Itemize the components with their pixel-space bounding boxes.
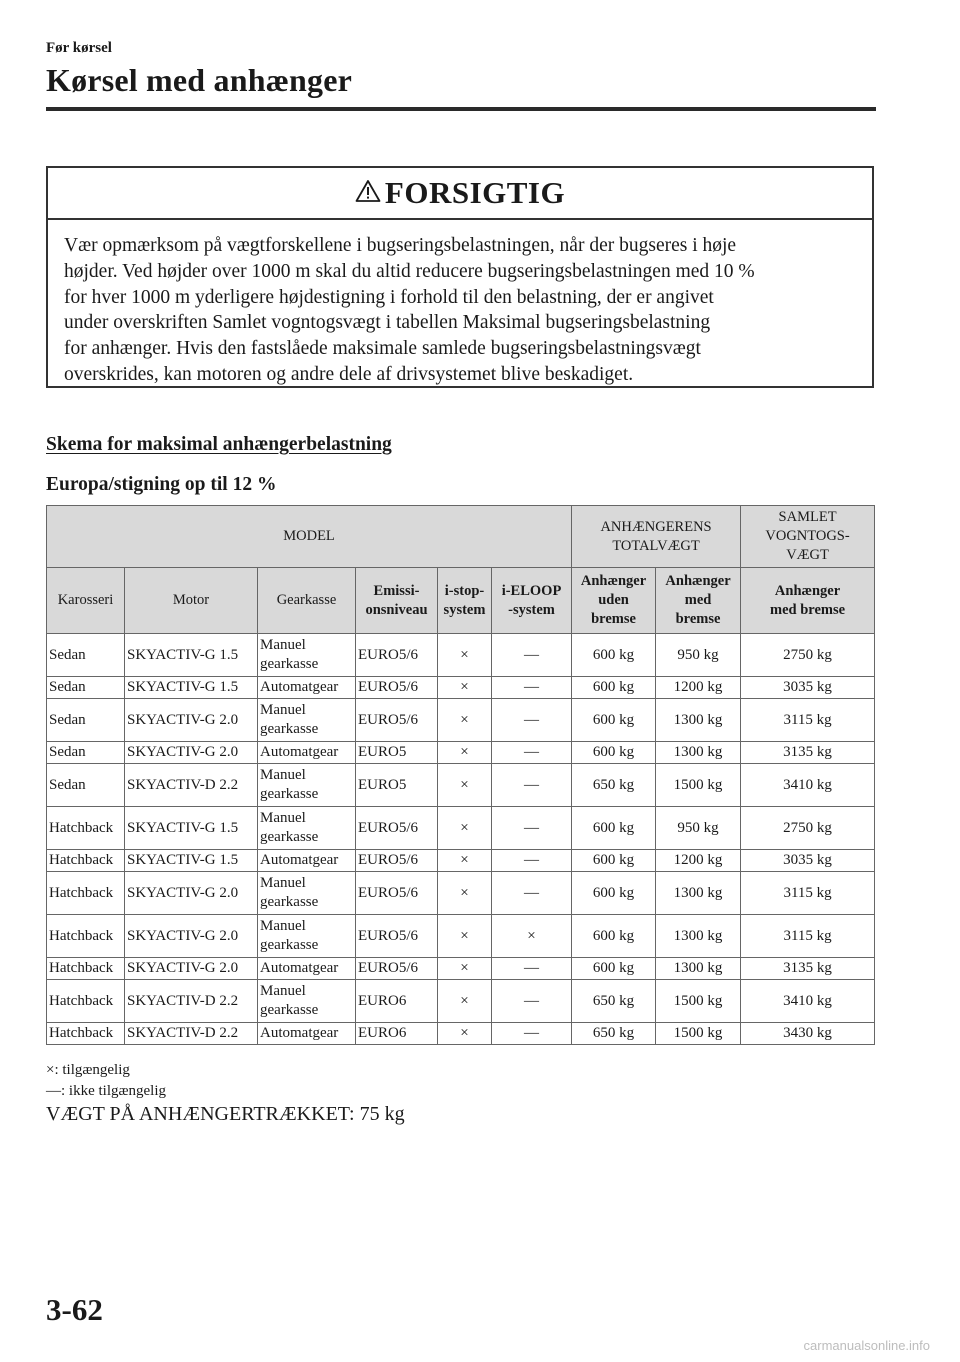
cell-ieloop: — (492, 1023, 572, 1045)
caution-line: Vær opmærksom på vægtforskellene i bugseringsbelastningen, når der bugseres i høje (64, 235, 737, 256)
cell-istop: × (438, 742, 492, 764)
table-row (47, 634, 875, 677)
cell-engine: SKYACTIV-G 1.5 (125, 677, 258, 699)
cell-line: gearkasse (260, 829, 319, 845)
cell-emission: EURO5/6 (356, 677, 438, 699)
cell-emission: EURO6 (356, 980, 438, 1023)
cell-istop: × (438, 764, 492, 807)
cell-line: Automatgear (260, 960, 339, 976)
cell-body: Hatchback (47, 958, 125, 980)
caution-line: højder. Ved højder over 1000 m skal du altid reducere bugseringsbelastningen med 10 % (64, 260, 755, 282)
cell-engine: SKYACTIV-G 2.0 (125, 915, 258, 958)
cell-line: gearkasse (260, 937, 319, 953)
cell-braked: 1500 kg (656, 980, 741, 1023)
cell-gearbox (258, 850, 356, 872)
table-notes (46, 1060, 166, 1102)
table-row (47, 677, 875, 699)
note-unavailable: —: ikke tilgængelig (46, 1083, 166, 1099)
cell-body: Sedan (47, 764, 125, 807)
cell-unbraked: 600 kg (572, 850, 656, 872)
cell-combined: 3115 kg (741, 699, 875, 742)
page-title: Kørsel med anhænger (46, 62, 353, 98)
cell-engine: SKYACTIV-G 2.0 (125, 958, 258, 980)
header-line: SAMLET (778, 509, 837, 525)
caution-line: under overskriften Samlet vogntogsvægt i tabellen Maksimal bugseringsbelastning (64, 312, 711, 334)
cell-unbraked: 600 kg (572, 742, 656, 764)
table-row (47, 742, 875, 764)
cell-unbraked: 600 kg (572, 915, 656, 958)
header-line: med bremse (770, 601, 846, 618)
cell-braked: 1300 kg (656, 699, 741, 742)
cell-combined: 2750 kg (741, 807, 875, 850)
table-row (47, 980, 875, 1023)
cell-line: gearkasse (260, 786, 319, 802)
cell-unbraked: 600 kg (572, 634, 656, 677)
cell-emission: EURO5/6 (356, 699, 438, 742)
cell-braked: 950 kg (656, 807, 741, 850)
cell-unbraked: 600 kg (572, 677, 656, 699)
table-row (47, 958, 875, 980)
section-heading: Skema for maksimal anhængerbelastning (46, 434, 392, 455)
cell-engine: SKYACTIV-G 2.0 (125, 742, 258, 764)
header-line: TOTALVÆGT (612, 537, 700, 554)
section-label: Før kørsel (46, 40, 112, 56)
header-line: bremse (675, 611, 721, 627)
cell-combined: 3035 kg (741, 677, 875, 699)
note-available: ×: tilgængelig (46, 1062, 130, 1078)
col-istop (438, 568, 492, 634)
col-braked (656, 568, 741, 634)
header-line: uden (598, 592, 629, 608)
header-line: -system (508, 601, 555, 618)
cell-istop: × (438, 980, 492, 1023)
cell-line: Manuel (260, 810, 306, 826)
cell-body: Hatchback (47, 872, 125, 915)
cell-braked: 1300 kg (656, 872, 741, 915)
col-unbraked (572, 568, 656, 634)
towing-capacity-table (46, 505, 875, 1045)
cell-gearbox (258, 699, 356, 742)
cell-braked: 1500 kg (656, 1023, 741, 1045)
caution-line: overskrides, kan motoren og andre dele af drivsystemet blive beskadiget. (64, 363, 634, 385)
cell-line: Automatgear (260, 679, 339, 695)
cell-body: Sedan (47, 677, 125, 699)
cell-gearbox (258, 634, 356, 677)
cell-gearbox (258, 677, 356, 699)
header-line: onsniveau (365, 601, 428, 618)
cell-combined: 3410 kg (741, 764, 875, 807)
table-row (47, 764, 875, 807)
cell-combined: 3115 kg (741, 915, 875, 958)
header-line: i-ELOOP (501, 582, 562, 599)
cell-line: Manuel (260, 702, 306, 718)
cell-ieloop: — (492, 958, 572, 980)
cell-line: gearkasse (260, 1002, 319, 1018)
cell-gearbox (258, 980, 356, 1023)
cell-unbraked: 600 kg (572, 807, 656, 850)
cell-body: Hatchback (47, 1023, 125, 1045)
cell-body: Sedan (47, 699, 125, 742)
cell-engine: SKYACTIV-D 2.2 (125, 980, 258, 1023)
cell-engine: SKYACTIV-G 1.5 (125, 850, 258, 872)
col-gearbox: Gearkasse (258, 568, 356, 634)
header-line: Emissi- (373, 582, 420, 599)
cell-line: Automatgear (260, 744, 339, 760)
cell-engine: SKYACTIV-D 2.2 (125, 1023, 258, 1045)
cell-unbraked: 600 kg (572, 699, 656, 742)
cell-ieloop: — (492, 850, 572, 872)
cell-ieloop: — (492, 677, 572, 699)
col-emission (356, 568, 438, 634)
header-line: ANHÆNGERENS (600, 518, 712, 535)
cell-combined: 2750 kg (741, 634, 875, 677)
cell-istop: × (438, 915, 492, 958)
page-number: 3-62 (46, 1292, 103, 1327)
title-rule (46, 107, 876, 111)
header-line: Anhænger (580, 573, 647, 589)
cell-line: Automatgear (260, 852, 339, 868)
cell-emission: EURO5/6 (356, 958, 438, 980)
cell-braked: 1300 kg (656, 958, 741, 980)
cell-istop: × (438, 1023, 492, 1045)
cell-body: Hatchback (47, 807, 125, 850)
warning-triangle-icon (355, 179, 381, 203)
table-body (47, 634, 875, 1045)
header-line: med (684, 592, 712, 608)
cell-braked: 950 kg (656, 634, 741, 677)
cell-line: Manuel (260, 983, 306, 999)
cell-combined: 3135 kg (741, 742, 875, 764)
col-combined-braked (741, 568, 875, 634)
cell-combined: 3135 kg (741, 958, 875, 980)
cell-combined: 3410 kg (741, 980, 875, 1023)
cell-istop: × (438, 850, 492, 872)
caution-box (46, 166, 874, 388)
header-line: Anhænger (665, 573, 731, 589)
header-line: bremse (591, 611, 636, 627)
cell-body: Hatchback (47, 850, 125, 872)
cell-line: Manuel (260, 637, 306, 653)
caution-title: FORSIGTIG (384, 175, 566, 210)
cell-braked: 1200 kg (656, 850, 741, 872)
cell-ieloop: — (492, 742, 572, 764)
col-engine: Motor (125, 568, 258, 634)
cell-combined: 3430 kg (741, 1023, 875, 1045)
header-line: VOGNTOGS- (765, 528, 850, 544)
cell-body: Hatchback (47, 980, 125, 1023)
cell-unbraked: 650 kg (572, 1023, 656, 1045)
cell-combined: 3035 kg (741, 850, 875, 872)
cell-emission: EURO5/6 (356, 915, 438, 958)
cell-ieloop: — (492, 980, 572, 1023)
cell-istop: × (438, 677, 492, 699)
cell-emission: EURO5 (356, 742, 438, 764)
cell-line: gearkasse (260, 721, 319, 737)
cell-gearbox (258, 1023, 356, 1045)
table-row (47, 850, 875, 872)
cell-line: gearkasse (260, 894, 319, 910)
cell-istop: × (438, 807, 492, 850)
header-model: MODEL (47, 506, 572, 568)
cell-line: Automatgear (260, 1025, 339, 1041)
tow-hitch-weight: VÆGT PÅ ANHÆNGERTRÆKKET: 75 kg (46, 1103, 405, 1125)
col-body: Karosseri (47, 568, 125, 634)
caution-line: for anhænger. Hvis den fastslåede maksimale samlede bugseringsbelastningsvægt (64, 338, 701, 360)
header-combined-weight (741, 506, 875, 568)
header-line: VÆGT (786, 547, 829, 563)
caution-text (48, 220, 872, 388)
cell-braked: 1300 kg (656, 742, 741, 764)
cell-line: Manuel (260, 918, 306, 934)
cell-istop: × (438, 872, 492, 915)
cell-engine: SKYACTIV-D 2.2 (125, 764, 258, 807)
cell-engine: SKYACTIV-G 2.0 (125, 872, 258, 915)
cell-ieloop: — (492, 872, 572, 915)
cell-gearbox (258, 872, 356, 915)
cell-gearbox (258, 764, 356, 807)
cell-ieloop: × (492, 915, 572, 958)
cell-unbraked: 650 kg (572, 980, 656, 1023)
cell-emission: EURO5/6 (356, 850, 438, 872)
cell-emission: EURO6 (356, 1023, 438, 1045)
cell-istop: × (438, 958, 492, 980)
cell-emission: EURO5/6 (356, 807, 438, 850)
cell-engine: SKYACTIV-G 2.0 (125, 699, 258, 742)
header-trailer-total-weight (572, 506, 741, 568)
header-line: i-stop- (444, 582, 485, 599)
col-ieloop (492, 568, 572, 634)
cell-gearbox (258, 807, 356, 850)
cell-braked: 1500 kg (656, 764, 741, 807)
cell-ieloop: — (492, 634, 572, 677)
table-row (47, 915, 875, 958)
cell-combined: 3115 kg (741, 872, 875, 915)
cell-braked: 1300 kg (656, 915, 741, 958)
caution-line: for hver 1000 m yderligere højdestigning i forhold til den belastning, der er angivet (64, 286, 714, 308)
cell-body: Sedan (47, 742, 125, 764)
column-header-row (47, 568, 875, 634)
sub-heading: Europa/stigning op til 12 % (46, 474, 277, 495)
watermark: carmanualsonline.info (803, 1338, 930, 1353)
cell-line: Manuel (260, 767, 306, 783)
cell-ieloop: — (492, 699, 572, 742)
cell-gearbox (258, 958, 356, 980)
cell-emission: EURO5 (356, 764, 438, 807)
cell-line: gearkasse (260, 656, 319, 672)
cell-ieloop: — (492, 764, 572, 807)
group-header-row (47, 506, 875, 568)
table-row (47, 872, 875, 915)
cell-gearbox (258, 915, 356, 958)
header-line: Anhænger (774, 582, 841, 599)
cell-unbraked: 650 kg (572, 764, 656, 807)
cell-gearbox (258, 742, 356, 764)
cell-unbraked: 600 kg (572, 958, 656, 980)
header-line: system (443, 601, 486, 618)
table-row (47, 1023, 875, 1045)
cell-engine: SKYACTIV-G 1.5 (125, 807, 258, 850)
cell-unbraked: 600 kg (572, 872, 656, 915)
cell-line: Manuel (260, 875, 306, 891)
cell-ieloop: — (492, 807, 572, 850)
cell-emission: EURO5/6 (356, 634, 438, 677)
cell-body: Sedan (47, 634, 125, 677)
cell-braked: 1200 kg (656, 677, 741, 699)
cell-engine: SKYACTIV-G 1.5 (125, 634, 258, 677)
cell-istop: × (438, 699, 492, 742)
table-row (47, 699, 875, 742)
caution-header (48, 168, 872, 220)
table-row (47, 807, 875, 850)
cell-emission: EURO5/6 (356, 872, 438, 915)
cell-istop: × (438, 634, 492, 677)
cell-body: Hatchback (47, 915, 125, 958)
